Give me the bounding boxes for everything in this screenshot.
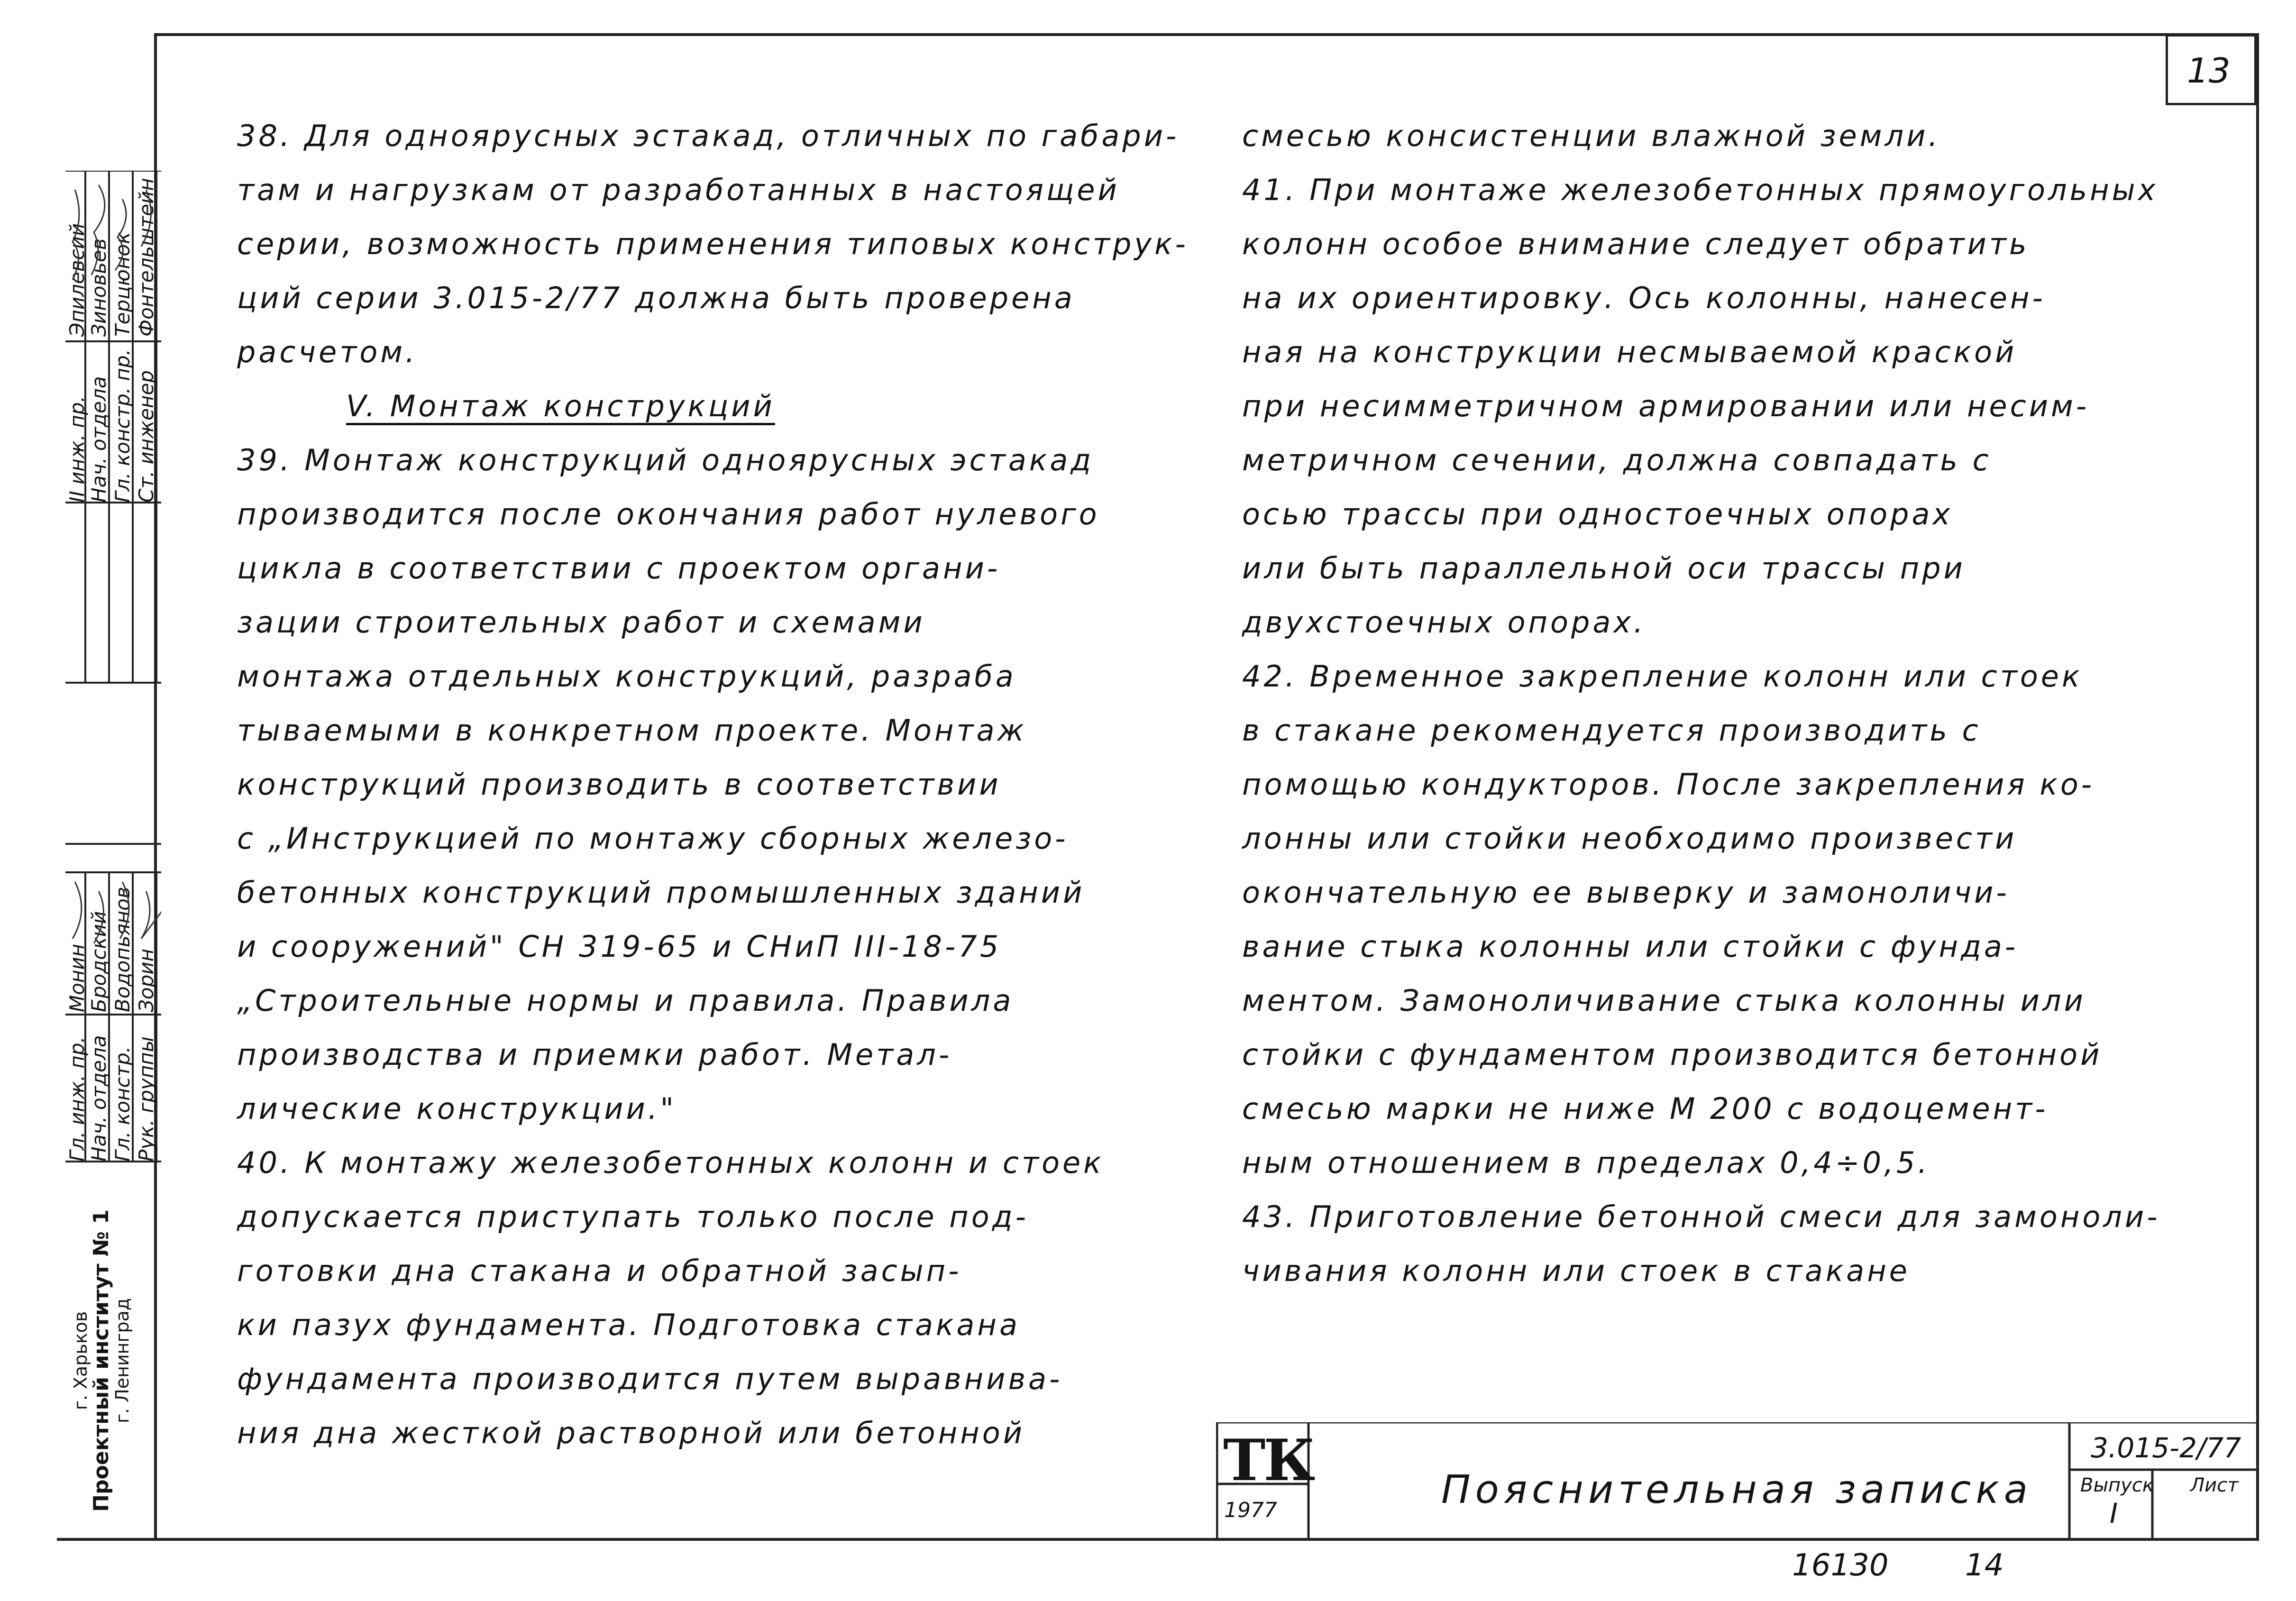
text-line: зации строительных работ и схемами	[237, 605, 925, 640]
signer-name: Зиновьев	[87, 238, 110, 337]
text-line: тываемыми в конкретном проекте. Монтаж	[237, 713, 1027, 748]
text-line: цикла в соответствии с проектом органи-	[237, 551, 1001, 586]
text-line: смесью консистенции влажной земли.	[1242, 119, 1941, 153]
signer-role: Ст. инженер	[135, 370, 158, 503]
sheet-number-box	[2166, 34, 2257, 105]
text-line: бетонных конструкций промышленных зданий	[237, 875, 1085, 910]
text-line: ным отношением в пределах 0,4÷0,5.	[1242, 1145, 1930, 1180]
signer-name: Зорин	[135, 948, 158, 1012]
text-line: готовки дна стакана и обратной засып-	[237, 1253, 962, 1288]
text-line: расчетом.	[237, 335, 418, 369]
text-line: с „Инструкцией по монтажу сборных железо-	[237, 821, 1069, 856]
text-line: метричном сечении, должна совпадать с	[1242, 443, 1992, 477]
text-line: колонн особое внимание следует обратить	[1242, 227, 2030, 261]
text-line: допускается приступать только после под-	[237, 1199, 1029, 1234]
text-line: ния дна жесткой растворной или бетонной	[237, 1416, 1025, 1450]
text-line: смесью марки не ниже М 200 с водоцемент-	[1242, 1091, 2049, 1126]
signer-name: Эпилевсий	[65, 223, 89, 337]
institute-stamp	[70, 1185, 133, 1536]
sheet-number: 13	[2187, 51, 2231, 91]
text-line: лические конструкции."	[237, 1091, 677, 1126]
series-number: 3.015-2/77	[2091, 1432, 2241, 1464]
text-line: 43. Приготовление бетонной смеси для замоноли-	[1242, 1199, 2160, 1234]
text-line: ки пазух фундамента. Подготовка стакана	[237, 1308, 1020, 1342]
approval-strip	[56, 171, 161, 1536]
text-line: конструкций производить в соответствии	[237, 767, 1001, 802]
text-line: ций серии 3.015-2/77 должна быть проверена	[237, 281, 1075, 315]
text-line: „Строительные нормы и правила. Правила	[237, 983, 1014, 1018]
text-line: серии, возможность применения типовых конструк-	[237, 227, 1189, 261]
issue-label: Выпуск	[2080, 1474, 2154, 1496]
text-line: лонны или стойки необходимо произвести	[1242, 821, 2017, 856]
text-line: в стакане рекомендуется производить с	[1242, 713, 1981, 748]
institute-city: г. Харьков	[70, 1311, 91, 1410]
text-line: 38. Для одноярусных эстакад, отличных по габари-	[237, 119, 1180, 153]
text-line: фундамента производится путем выравнива-	[237, 1362, 1063, 1396]
text-line: производства и приемки работ. Метал-	[237, 1037, 952, 1072]
issue-number: I	[2110, 1497, 2118, 1529]
text-line: 41. При монтаже железобетонных прямоугольных	[1242, 173, 2159, 207]
text-line: ная на конструкции несмываемой краской	[1242, 335, 2017, 369]
institute-city-2: г. Ленинград	[112, 1298, 133, 1424]
page-number: 14	[1965, 1548, 2004, 1583]
document-title: Пояснительная записка	[1441, 1467, 2032, 1512]
text-line: стойки с фундаментом производится бетонной	[1242, 1037, 2103, 1072]
signer-role: Гл. констр.	[111, 1046, 134, 1162]
signer-role: II инж. пр.	[65, 396, 89, 503]
right-text-column	[1242, 109, 2228, 1298]
signer-name: Водопьянов	[111, 887, 134, 1012]
signer-role: Гл. инж. пр.	[65, 1036, 89, 1162]
text-line: при несимметричном армировании или несим-	[1242, 389, 2090, 423]
left-text-column	[237, 109, 1189, 1460]
text-line: производится после окончания работ нулевого	[237, 497, 1100, 531]
text-line: двухстоечных опорах.	[1242, 605, 1646, 640]
signer-role: Гл. констр. пр.	[111, 349, 134, 503]
signer-name: Терцюнок	[111, 232, 134, 337]
inventory-number: 16130	[1792, 1548, 1889, 1583]
signer-name: Фонтельштейн	[135, 178, 158, 337]
text-line: вание стыка колонны или стойки с фунда-	[1242, 929, 2019, 964]
signer-name: Бродский	[87, 911, 110, 1012]
text-line: 39. Монтаж конструкций одноярусных эстакад	[237, 443, 1094, 477]
sheet-label: Лист	[2190, 1474, 2239, 1496]
section-title: V. Монтаж конструкций	[346, 389, 775, 423]
frame-right-line	[2256, 33, 2259, 1541]
signer-role: Нач. отдела	[87, 1035, 110, 1162]
institute-name: Проектный институт № 1	[89, 1209, 113, 1512]
text-line: 42. Временное закрепление колонн или стоек	[1242, 659, 2083, 694]
signer-role: Нач. отдела	[87, 376, 110, 503]
text-line: осью трассы при одностоечных опорах	[1242, 497, 1953, 531]
title-block-year: 1977	[1224, 1498, 1277, 1522]
text-line: 40. К монтажу железобетонных колонн и стоек	[237, 1145, 1104, 1180]
tk-logo: ТК	[1223, 1427, 1314, 1494]
text-line: там и нагрузкам от разработанных в настоящей	[237, 173, 1120, 207]
signer-name: Монин	[65, 943, 89, 1012]
text-line: чивания колонн или стоек в стакане	[1242, 1253, 1910, 1288]
text-line: окончательную ее выверку и замоноличи-	[1242, 875, 2010, 910]
frame-top-line	[154, 33, 2259, 36]
text-line: на их ориентировку. Ось колонны, нанесен-	[1242, 281, 2046, 315]
text-line: и сооружений" СН 319-65 и СНиП III-18-75	[237, 929, 1002, 964]
text-line: или быть параллельной оси трассы при	[1242, 551, 1966, 586]
text-line: помощью кондукторов. После закрепления ко-	[1242, 767, 2095, 802]
text-line: монтажа отдельных конструкций, разраба	[237, 659, 1016, 694]
text-line: ментом. Замоноличивание стыка колонны или	[1242, 983, 2086, 1018]
signer-role: Рук. группы	[135, 1036, 158, 1162]
